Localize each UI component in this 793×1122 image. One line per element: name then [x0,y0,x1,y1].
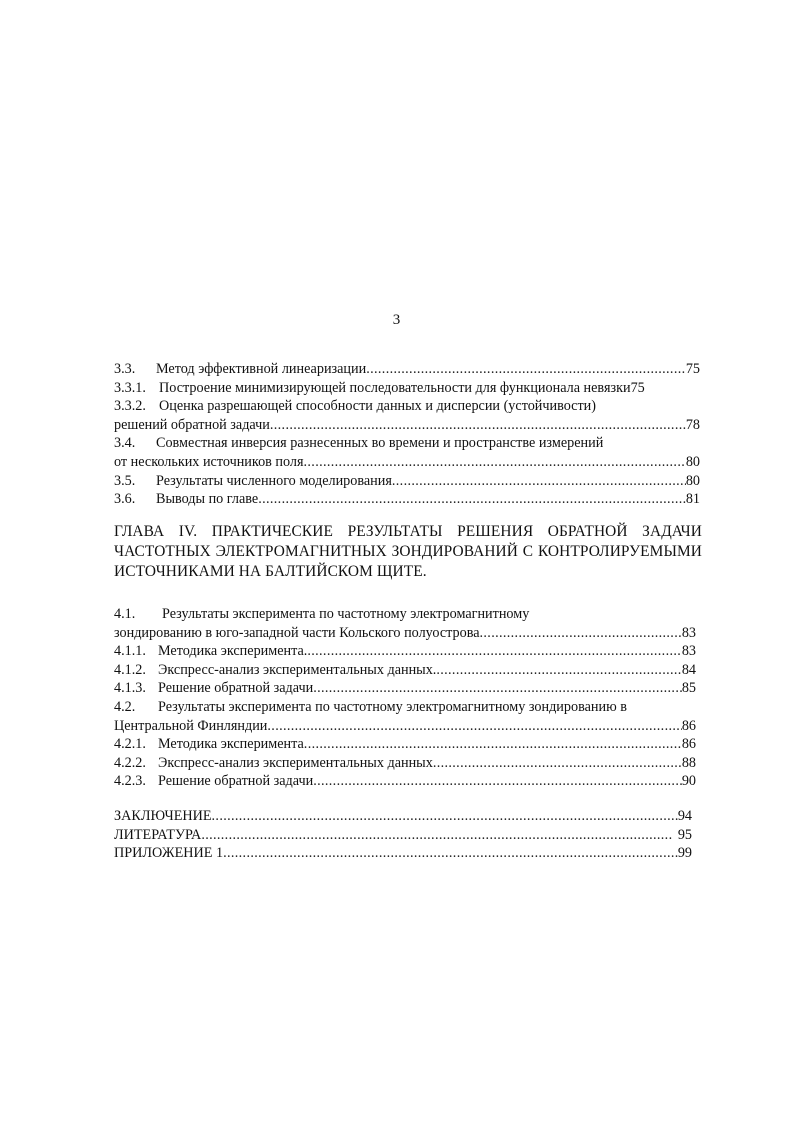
leader-dots [223,844,678,863]
toc-entry-number: 3.5. [114,472,136,489]
chapter-heading-line: ГЛАВА IV. ПРАКТИЧЕСКИЕ РЕЗУЛЬТАТЫ РЕШЕНИЯ ОБРАТНОЙ ЗАДАЧИ [114,523,702,540]
toc-entry-continuation[interactable] [114,624,696,643]
toc-entry[interactable] [114,605,696,624]
toc-entry-title: Совместная инверсия разнесенных во времени и пространстве измерений [156,435,604,452]
toc-entry[interactable] [114,379,700,398]
toc-entry-page: 88 [681,754,696,771]
leader-dots [270,416,686,435]
toc-entry-title: Построение минимизирующей последовательности для функционала невязки [159,379,631,396]
page-number: 3 [392,312,401,328]
toc-entry-number: 3.3.2. [114,398,146,415]
toc-entry-page: 95 [677,826,692,843]
toc-entry-number: 4.1.3. [114,680,146,697]
toc-entry-title: Решение обратной задачи [158,773,314,790]
leader-dots [433,754,682,773]
toc-entry-number: 3.3. [114,361,136,377]
toc-entry[interactable] [114,844,692,863]
toc-entry-page: 86 [681,717,696,734]
leader-dots [212,807,678,826]
toc-entry[interactable] [114,754,696,773]
toc-entry-title: Метод эффективной линеаризации [156,361,367,377]
toc-entry[interactable] [114,735,696,754]
leader-dots [480,624,682,643]
toc-entry[interactable] [114,826,692,845]
toc-entry-page: 80 [685,453,700,470]
toc-entry-title: Результаты эксперимента по частотному электромагнитному [162,606,530,622]
toc-entry-page: 99 [677,845,692,862]
toc-entry-continuation[interactable] [114,416,700,435]
toc-entry[interactable] [114,807,692,826]
chapter-heading [114,522,702,582]
toc-entry-title: Методика эксперимента. [158,643,308,660]
toc-entry-page: 84 [681,661,696,678]
toc-entry-title: решений обратной задачи [114,416,270,433]
toc-entry-number: 4.1.1. [114,643,146,660]
leader-dots [313,772,682,791]
leader-dots [436,661,681,680]
toc-entry[interactable] [114,679,696,698]
toc-entry[interactable] [114,772,696,791]
leader-dots [258,490,686,509]
toc-entry-number: 4.2.1. [114,736,146,753]
toc-entry-title: Экспресс-анализ экспериментальных данных [158,754,433,771]
toc-entry-number: 4.2. [114,698,136,715]
toc-entry[interactable] [114,360,700,379]
toc-chapter-4 [114,605,696,791]
toc-entry-continuation[interactable] [114,453,700,472]
toc-entry-title: от нескольких источников поля [114,453,304,470]
leader-dots [392,472,686,491]
toc-entry-number: 3.4. [114,435,136,452]
toc-entry-number: 4.1. [114,606,136,622]
toc-entry-number: 4.2.3. [114,773,146,790]
chapter-heading-line: ЧАСТОТНЫХ ЭЛЕКТРОМАГНИТНЫХ ЗОНДИРОВАНИЙ С КОНТРОЛИРУЕМЫМИ [114,543,702,560]
leader-dots [201,826,678,845]
toc-entry[interactable] [114,698,696,717]
toc-entry[interactable] [114,490,700,509]
toc-entry-number: 3.6. [114,491,136,508]
toc-entry-title: зондированию в юго-западной части Кольского полуострова [114,624,480,641]
toc-entry-title: ПРИЛОЖЕНИЕ 1 [114,845,224,862]
toc-entry-page: 85 [681,680,696,697]
toc-entry[interactable] [114,472,700,491]
toc-entry[interactable] [114,397,700,416]
toc-entry-page: 86 [681,736,696,753]
toc-entry-page: 78 [685,416,700,433]
toc-section-3 [114,360,700,509]
toc-entry-number: 3.3.1. [114,379,146,396]
toc-entry-page: 81 [685,491,700,508]
toc-entry[interactable] [114,642,696,661]
toc-entry-title: Оценка разрешающей способности данных и дисперсии (устойчивости) [159,398,596,415]
toc-entry-title: Методика эксперимента [158,736,304,753]
leader-dots [366,360,686,379]
toc-entry-page: 83 [681,643,696,660]
leader-dots [307,642,681,661]
toc-entry-title: Результаты эксперимента по частотному электромагнитному зондированию в [158,698,627,715]
leader-dots [313,679,682,698]
chapter-heading-line: ИСТОЧНИКАМИ НА БАЛТИЙСКОМ ЩИТЕ. [114,563,427,580]
leader-dots [304,453,686,472]
toc-back-matter [114,807,692,863]
toc-entry-page: 83 [681,624,696,641]
toc-entry-number: 4.2.2. [114,754,146,771]
toc-entry-page: 80 [685,472,700,489]
toc-entry-title: Выводы по главе [156,491,259,508]
toc-entry-page: 94 [677,808,692,824]
toc-entry-page: 90 [681,773,696,790]
toc-entry-title: Решение обратной задачи [158,680,314,697]
leader-dots [304,735,682,754]
toc-entry-title: ЗАКЛЮЧЕНИЕ [114,808,212,824]
toc-entry-number: 4.1.2. [114,661,146,678]
toc-entry[interactable] [114,661,696,680]
toc-entry-title: Экспресс-анализ экспериментальных данных. [158,661,437,678]
toc-entry-title: Центральной Финляндии [114,717,268,734]
toc-entry-continuation[interactable] [114,717,696,736]
toc-entry-title: Результаты численного моделирования [156,472,392,489]
toc-entry[interactable] [114,434,700,453]
toc-entry-page: 75 [630,379,645,396]
toc-entry-page: 75 [685,361,700,377]
toc-entry-title: ЛИТЕРАТУРА [114,826,202,843]
leader-dots [267,717,681,736]
